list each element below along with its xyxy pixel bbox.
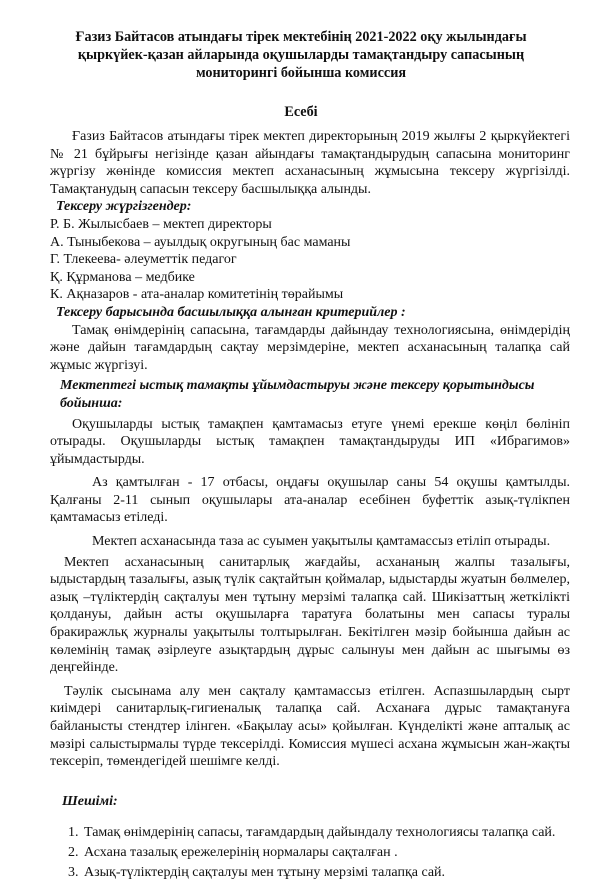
criteria-heading: Тексеру барысында басшылыққа алынған критерийлер :: [56, 304, 406, 320]
resolution-item: [50, 844, 570, 862]
resolution-item: [50, 864, 570, 882]
report-title: Есебі: [284, 104, 318, 120]
inspector-item: Р. Б. Жылысбаев – мектеп директоры: [50, 216, 272, 232]
inspector-item: А. Тыныбекова – ауылдық округының бас маманы: [50, 234, 351, 250]
document-body: [50, 128, 570, 883]
criteria-paragraph: Тамақ өнімдерінің сапасына, тағамдарды дайындау технологиясына, өнімдерідің және дайын тағамдардың сақтау мерзімдеріне, мектеп асханасының талапқа сай жұмыс жүргізуі.: [50, 322, 570, 373]
resolution-text: Асхана тазалық ережелерінің нормалары сақталған .: [84, 844, 398, 860]
intro-paragraph: Ғазиз Байтасов атындағы тірек мектеп директорының 2019 жылғы 2 қыркүйектегі № 21 бұйрығы негізінде қазан айындағы тамақтандырудың сапасына мониторинг жүргізу жөнінде комиссия мектеп асханасының жұмысына тексеру жүргізілді. Тамақтанудың сапасын тексеру басшылыққа алынды.: [50, 129, 570, 197]
body-paragraph-1: Оқушыларды ыстық тамақпен қамтамасыз етуге үнемі ерекше көңіл бөлініп отырады. Оқушыларды ыстық тамақпен тамақтандыруды ИП «Ибрагимов» ұйымдастырды.: [50, 416, 570, 467]
resolution-number: 1.: [68, 825, 79, 841]
resolution-text: Тамақ өнімдерінің сапасы, тағамдардың дайындалу технологиясы талапқа сай.: [84, 825, 556, 841]
resolution-item: [50, 824, 570, 842]
resolution-text: Азық-түліктердің сақталуы мен тұтыну мерзімі талапқа сай.: [84, 864, 446, 880]
inspectors-heading: Тексеру жүргізгендер:: [56, 199, 192, 215]
resolution-number: 2.: [68, 844, 79, 860]
inspector-item: Қ. Құрманова – медбике: [50, 269, 195, 285]
resolution-number: 3.: [68, 864, 79, 880]
resolution-list: [50, 824, 570, 881]
inspector-item: К. Ақназаров - ата-аналар комитетінің төрайымы: [50, 287, 344, 303]
body-paragraph-2: Аз қамтылған - 17 отбасы, оңдағы оқушылар саны 54 оқушы қамтылды. Қалғаны 2-11 сынып оқушылары ата-аналар есебінен буфеттік азық-түлікпен қамтамасыз етіледі.: [50, 475, 570, 526]
body-paragraph-3: Мектеп асханасында таза ас суымен уақытылы қамтамассыз етіліп отырады.: [92, 534, 551, 550]
body-paragraph-5: Тәулік сысынама алу мен сақталу қамтамассыз етілген. Аспазшылардың сырт киімдері санитарлық-гигиеналық талапқа сай. Асханаға дұрыс тамақтануға байланысты стендтер ілінген. «Бақылау асы» қойылған. Күнделікті және апталық ас мәзірі салыстырмалы түрде тексерілді. Комиссия мүшесі асхана жұмысын жан-жақты тексеріп, төмендегідей шешімге келді.: [50, 683, 570, 770]
organization-heading: Мектептегі ыстық тамақты ұйымдастыруы және тексеру қорытындысы бойынша:: [60, 378, 535, 411]
inspector-item: Г. Тлекеева- әлеуметтік педагог: [50, 252, 237, 268]
body-paragraph-4: Мектеп асханасының санитарлық жағдайы, асхананың жалпы тазалығы, ыдыстардың тазалығы, азық түлік сақтайтын қоймалар, ыдыстарды жуатын бөлмелер, азық –түліктердің сақталуы мен тұтыну мерзімі талапқа сай. Шикізаттың жеткілікті қолдануы, дайын асты оқушыларға таратуға болатыны мен сапасы туралы бракиражльқ журналы уақытылы толтырылған. Бекітілген мәзір бойынша дайын ас көлемінің тамақ әзірлеуге азықтардың дұрыс салынуы мен дайын ас шығымы өз деңгейінде.: [50, 554, 570, 676]
inspectors-list: [50, 216, 570, 304]
resolution-heading: Шешімі:: [62, 793, 118, 809]
document-title: Ғазиз Байтасов атындағы тірек мектебінің 2021-2022 оқу жылындағы қыркүйек-қазан айларында оқушыларды тамақтандыру сапасының мониторингі бойынша комиссия: [75, 29, 527, 81]
